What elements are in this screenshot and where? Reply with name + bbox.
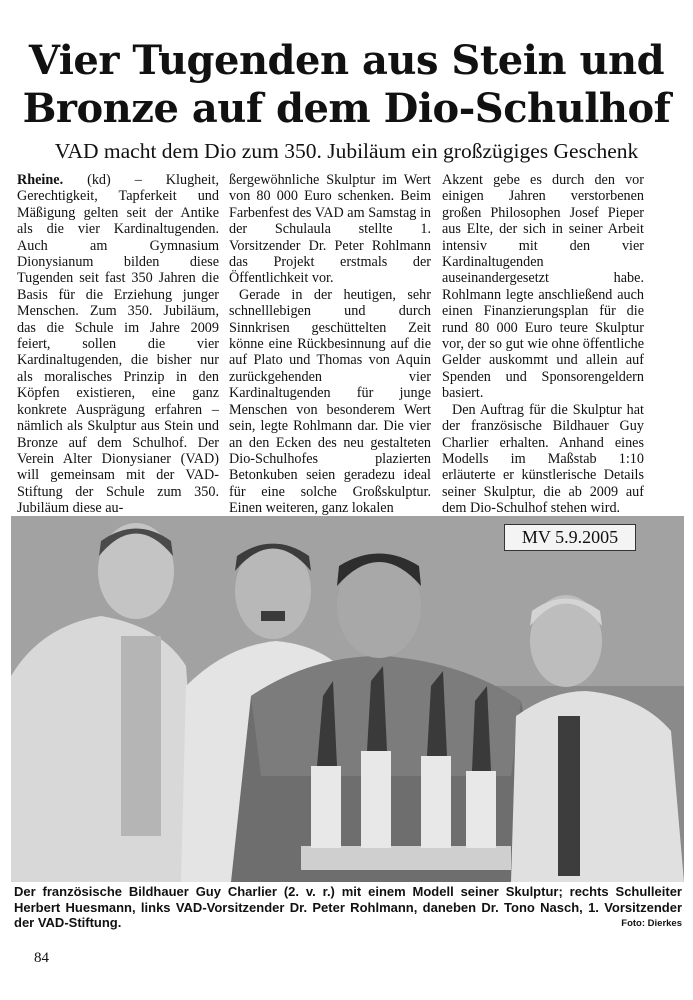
dateline: Rheine. xyxy=(17,172,64,188)
article-column-2 xyxy=(229,172,431,517)
column-3-paragraph-2: Den Auftrag für die Skulptur hat der französische Bildhauer Guy Charlier erhalten. Anhand eines Modells im Maßstab 1:10 erläuterte er künstlerische Details seiner Skulptur, die ab 2009 auf dem Dio-Schulhof stehen wird. xyxy=(442,401,644,517)
page-number: 84 xyxy=(34,950,49,966)
headline-line-1: Vier Tugenden aus Stein und xyxy=(28,37,665,84)
news-photo xyxy=(11,516,684,882)
column-2-paragraph-2: Gerade in der heutigen, sehr schnelllebigen und durch Sinnkrisen geschüttelten Zeit könne eine Rückbesinnung auf die auf Plato und Thomas von Aquin zurückgehenden vier Kardinaltugenden für junge Menschen von besonderem Wert sein, legte Rohlmann dar. Die vier an den Ecken des neu gestalteten Dio-Schulhofes plazierten Betonkuben seien geradezu ideal für eine solche Großskulptur. Einen weiteren, ganz lokalen xyxy=(229,286,431,517)
article-column-1 xyxy=(17,172,219,517)
article-column-3 xyxy=(442,172,644,517)
column-1-text: (kd) – Klugheit, Gerechtigkeit, Tapferkeit und Mäßigung gelten seit der Antike als die vier Kardinaltugenden. Auch am Gymnasium Dionysianum bilden diese Tugenden seit fast 350 Jahren die Basis für die Erziehung junger Menschen. Zum 350. Jubiläum, das die Schule im Jahre 2009 feiert, sollen die vier Kardinaltugenden, die bisher nur als moralisches Prinzip in den Köpfen existieren, eine ganz konkrete Ausprägung erfahren – nämlich als Skulptur aus Stein und Bronze auf dem Schulhof. Der Verein Alter Dionysianer (VAD) will gemeinsam mit der VAD-Stiftung der Schule zum 350. Jubiläum diese au- xyxy=(17,172,219,517)
photo-caption: Der französische Bildhauer Guy Charlier (2. v. r.) mit einem Modell seiner Skulptur; rechts Schulleiter Herbert Huesmann, links VAD-Vorsitzender Dr. Peter Rohlmann, daneben Dr. Tono Nasch, 1. Vorsitzender der VAD-Stiftung. xyxy=(14,884,682,930)
headline-line-2: Bronze auf dem Dio-Schulhof xyxy=(22,85,671,132)
column-3-paragraph-1: Akzent gebe es durch den vor einigen Jahren verstorbenen großen Philosophen Josef Pieper aus Elte, der sich in seiner Arbeit intensiv mit den vier Kardinaltugenden auseinandergesetzt habe. Rohlmann legte anschließend auch einen Finanzierungsplan für die rund 80 000 Euro teure Skulptur vor, der so gut wie ohne öffentliche Gelder auskommt und allein auf Spenden und Sponsorengeldern basiert. xyxy=(442,172,644,402)
column-1-paragraph xyxy=(17,172,219,517)
subheadline: VAD macht dem Dio zum 350. Jubiläum ein großzügiges Geschenk xyxy=(54,139,639,163)
photo-credit: Foto: Dierkes xyxy=(621,918,682,929)
column-2-paragraph-1: ßergewöhnliche Skulptur im Wert von 80 000 Euro schenken. Beim Farbenfest des VAD am Samstag in der Schulaula stellte 1. Vorsitzender Dr. Peter Rohlmann das Projekt erstmals der Öffentlichkeit vor. xyxy=(229,172,431,287)
date-stamp: MV 5.9.2005 xyxy=(504,524,636,551)
group-photo-illustration xyxy=(11,516,684,882)
